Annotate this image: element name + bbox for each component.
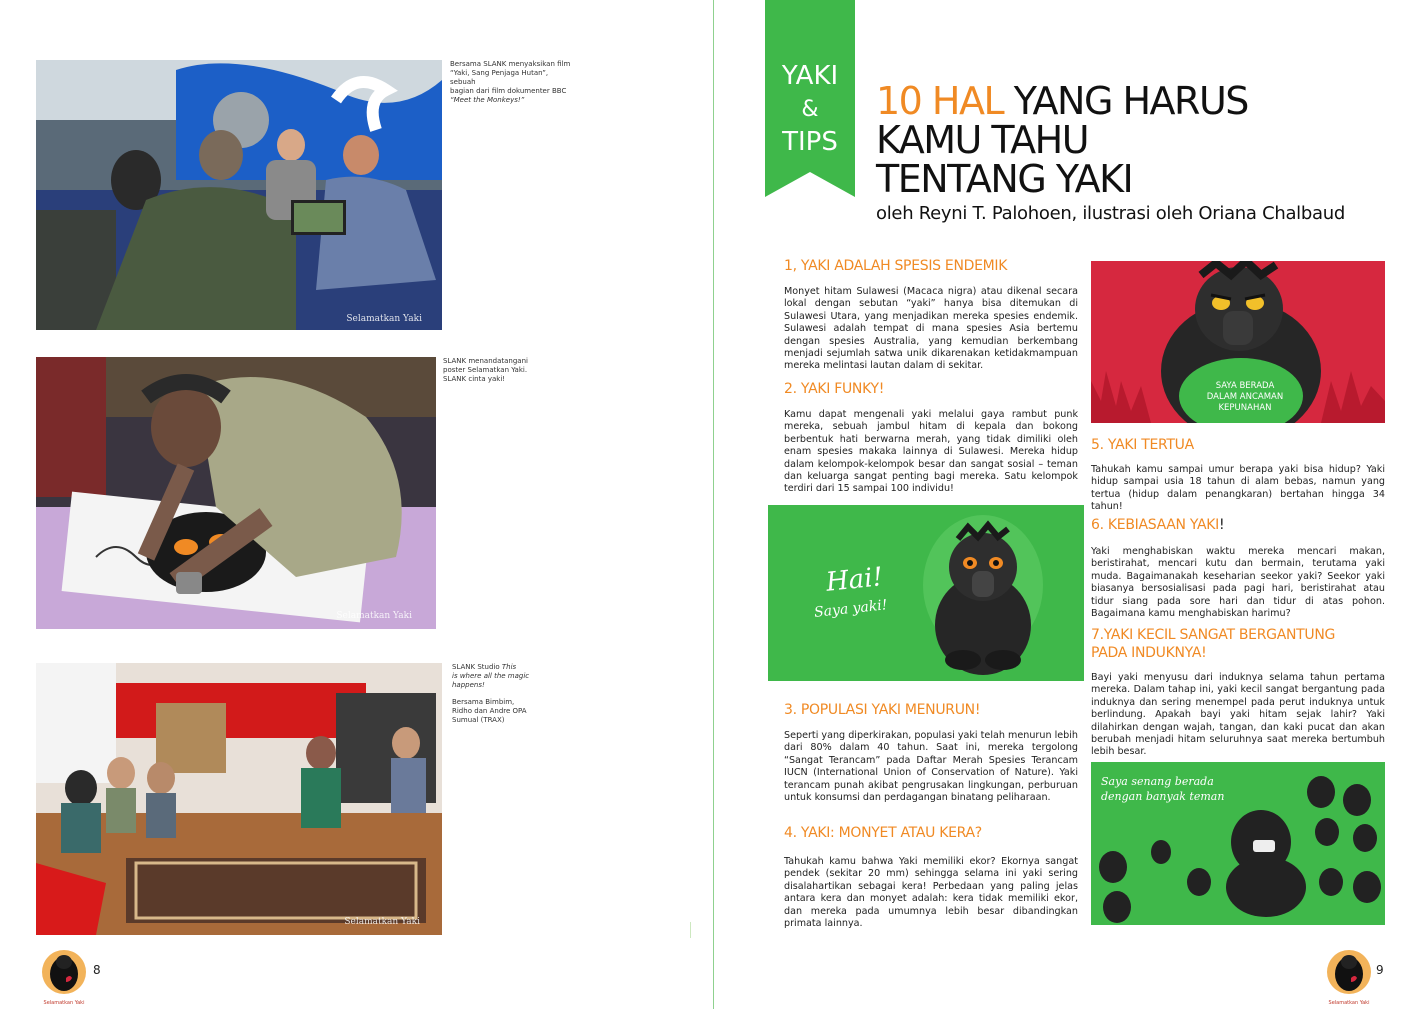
section-2-heading: 2. YAKI FUNKY!	[784, 381, 885, 397]
gutter-mark	[690, 922, 691, 938]
logo-text: Selamatkan Yaki	[43, 1000, 85, 1006]
caption-line: “Yaki, Sang Penjaga Hutan”, sebuah	[450, 69, 549, 86]
monkey-logo-icon	[40, 948, 88, 996]
caption-line: is where all the magic	[452, 672, 530, 680]
photo-caption-2	[443, 357, 553, 384]
caption-line: SLANK cinta yaki!	[443, 375, 506, 383]
hai-text: Hai!	[824, 562, 885, 598]
section-7-body: Bayi yaki menyusu dari induknya selama tahun pertama mereka. Dalam tahap ini, yaki kecil sangat bergantung pada induknya dan sering menempel pada perut induknya untuk berlindung. Apakah bayi yaki hitam sejak lahir? Yaki dilahirkan dengan wajah, tangan, dan kaki pucat dan akan berubah menjadi hitam seluruhnya saat mereka bertumbuh lebih besar.	[1091, 672, 1385, 758]
group-caption-line: Saya senang berada	[1101, 775, 1214, 788]
section-4-heading: 4. YAKI: MONYET ATAU KERA?	[784, 825, 982, 841]
photo-caption-1	[450, 60, 575, 105]
monkey-logo-icon	[1325, 948, 1373, 996]
page-number-left: 8	[93, 963, 101, 977]
caption-line: happens!	[452, 681, 485, 689]
caption-line: Bersama Bimbim,	[452, 698, 515, 706]
endangered-label	[1195, 381, 1295, 414]
photo-slank-signing	[36, 357, 436, 629]
section-5-heading: 5. YAKI TERTUA	[1091, 437, 1194, 453]
section-3-heading: 3. POPULASI YAKI MENURUN!	[784, 702, 981, 718]
yaki-sitting-icon	[768, 505, 1084, 681]
caption-line: SLANK Studio	[452, 663, 500, 671]
endangered-line: SAYA BERADA	[1215, 381, 1275, 391]
group-caption	[1101, 774, 1224, 804]
title-line-3: TENTANG YAKI	[876, 157, 1133, 201]
section-7-heading-line: 7.YAKI KECIL SANGAT BERGANTUNG	[1091, 627, 1336, 643]
article-title	[876, 79, 1396, 201]
section-6-heading	[1091, 517, 1224, 533]
photo-watermark: Selamatkan Yaki	[344, 917, 420, 927]
yaki-logo	[1325, 948, 1379, 1006]
section-7-heading	[1091, 626, 1335, 662]
title-line-2: KAMU TAHU	[876, 118, 1089, 162]
banner-line-2: &	[801, 97, 819, 122]
section-3-body: Seperti yang diperkirakan, populasi yaki telah menurun lebih dari 80% dalam 40 tahun. Saat ini, mereka tergolong “Sangat Terancam” pada Daftar Merah Spesies Terancam IUCN (International Union of Conservation of Nature). Yaki terancam punah akibat pengrusakan lingkungan, perburuan untuk konsumsi dan perdagangan binatang peliharaan.	[784, 730, 1078, 804]
group-caption-line: dengan banyak teman	[1101, 790, 1225, 803]
caption-line: Ridho dan Andre OPA	[452, 707, 527, 715]
title-line-1: YANG HARUS	[1003, 79, 1248, 123]
section-5-body: Tahukah kamu sampai umur berapa yaki bisa hidup? Yaki hidup sampai usia 18 tahun di alam bebas, namun yang tertua (hidup dalam penangkaran) bertahan hingga 34 tahun!	[1091, 464, 1385, 513]
illustration-endangered-yaki	[1091, 261, 1385, 423]
caption-line: poster Selamatkan Yaki.	[443, 366, 528, 374]
section-6-heading-text: 6. KEBIASAAN YAKI	[1091, 517, 1220, 533]
saya-yaki-text: Saya yaki!	[813, 597, 889, 621]
photo-slank-screening	[36, 60, 442, 330]
caption-line: “Meet the Monkeys!”	[450, 96, 525, 104]
section-2-body: Kamu dapat mengenali yaki melalui gaya rambut punk mereka, sebuah jambul hitam di kepala dan bokong berbentuk hati berwarna merah, yang tidak dimiliki oleh enam spesies makaka lainnya di Sulawesi. Mereka hidup dalam kelompok-kelompok besar dan sangat sosial – teman dan keluarga sangat penting bagi mereka. Satu kelompok terdiri dari 15 sampai 100 individu!	[784, 409, 1078, 495]
section-1-body: Monyet hitam Sulawesi (Macaca nigra) atau dikenal secara lokal dengan sebutan “yaki” hanya bisa ditemukan di Sulawesi Utara, yang menjadikan mereka spesies endemik. Sulawesi adalah tempat di mana spesies Asia bertemu dengan spesies Australia, yang kemudian berkembang menjadi sejumlah satwa unik dikarenakan ketidakmampuan mereka melintasi lautan dalam di sekitar.	[784, 286, 1078, 372]
section-6-body: Yaki menghabiskan waktu mereka mencari makan, beristirahat, mencari kutu dan bermain, terutama yaki muda. Bagaimanakah keseharian seekor yaki? Seekor yaki biasanya bersosialisasi pada pagi hari, beristirahat atau tidur siang pada sore hari dan tidur di atas pohon. Bagaimana kamu menghabiskan harimu?	[1091, 546, 1385, 620]
banner-line-3: TIPS	[782, 127, 838, 157]
section-7-heading-line: PADA INDUKNYA!	[1091, 645, 1207, 661]
page-spine	[713, 0, 714, 1009]
caption-line: This	[501, 663, 517, 671]
logo-text: Selamatkan Yaki	[1328, 1000, 1370, 1006]
caption-line: bagian dari film dokumenter BBC	[450, 87, 567, 95]
section-6-heading-suffix: !	[1219, 517, 1225, 533]
illustration-hai-yaki	[768, 505, 1084, 681]
photo-slank-studio	[36, 663, 442, 935]
section-4-body: Tahukah kamu bahwa Yaki memiliki ekor? Ekornya sangat pendek (sekitar 20 mm) sehingga selama ini yaki sering disalahartikan sebagai kera! Perbedaan yang paling jelas antara kera dan monyet adalah: kera tidak memiliki ekor, dan mereka pada umumnya lebih besar dibandingkan primata lainnya.	[784, 856, 1078, 930]
photo-caption-3	[452, 663, 562, 725]
illustration-group-yaki	[1091, 762, 1385, 925]
page-number-right: 9	[1376, 963, 1384, 977]
endangered-line: KEPUNAHAN	[1218, 403, 1272, 413]
photo-watermark: Selamatkan Yaki	[336, 611, 412, 621]
caption-line: SLANK menandatangani	[443, 357, 528, 365]
article-byline: oleh Reyni T. Palohoen, ilustrasi oleh Oriana Chalbaud	[876, 203, 1345, 224]
caption-line: Bersama SLANK menyaksikan film	[450, 60, 571, 68]
endangered-line: DALAM ANCAMAN	[1206, 392, 1284, 402]
title-highlight: 10 HAL	[876, 79, 1004, 123]
banner-line-1: YAKI	[781, 61, 839, 91]
section-1-heading: 1, YAKI ADALAH SPESIS ENDEMIK	[784, 258, 1008, 274]
caption-line: Sumual (TRAX)	[452, 716, 505, 724]
photo-watermark: Selamatkan Yaki	[346, 314, 422, 324]
yaki-logo	[40, 948, 94, 1006]
